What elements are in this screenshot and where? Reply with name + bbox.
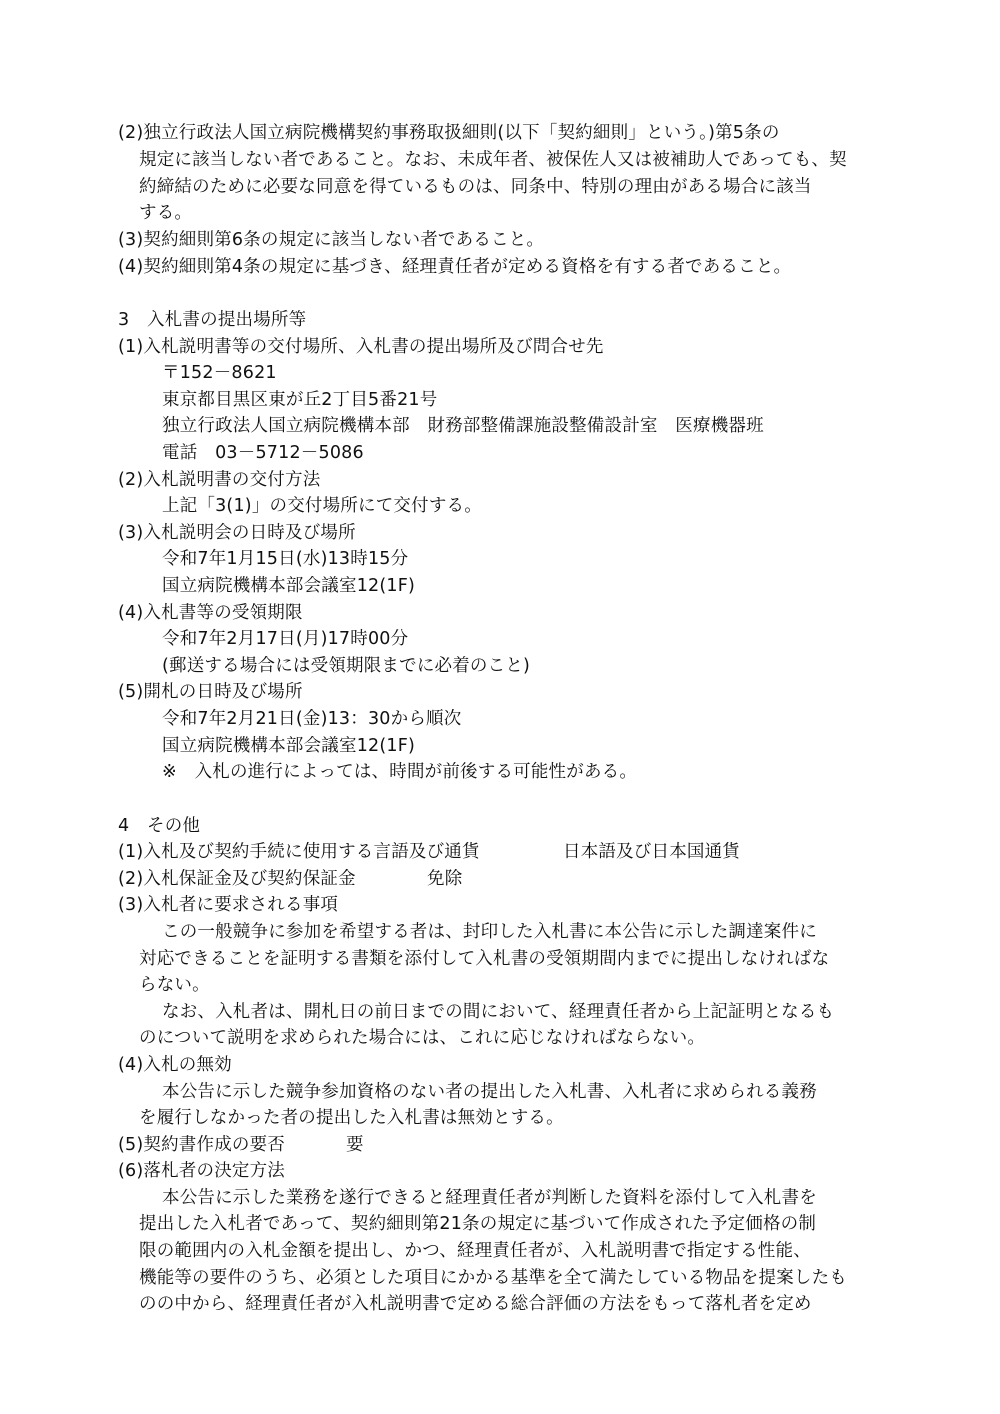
winner-method-line-1: 本公告に示した業務を遂行できると経理責任者が判断した資料を添付して入札書を xyxy=(162,1188,817,1208)
briefing-place: 国立病院機構本部会議室12(1F) xyxy=(162,576,416,596)
section-4-item-2-value: 免除 xyxy=(427,869,463,889)
section-3-item-1: (1)入札説明書等の交付場所、入札書の提出場所及び問合せ先 xyxy=(118,337,604,357)
section-4-item-6: (6)落札者の決定方法 xyxy=(118,1161,285,1181)
item-2-line-4: する。 xyxy=(139,203,193,223)
section-4-item-1: (1)入札及び契約手続に使用する言語及び通貨 xyxy=(118,842,480,862)
invalid-bid-line-2: を履行しなかった者の提出した入札書は無効とする。 xyxy=(139,1108,564,1128)
section-4-item-5-value: 要 xyxy=(346,1135,364,1155)
section-4-item-3: (3)入札者に要求される事項 xyxy=(118,895,339,915)
invalid-bid-line-1: 本公告に示した競争参加資格のない者の提出した入札書、入札者に求められる義務 xyxy=(162,1082,817,1102)
opening-date: 令和7年2月21日(金)13：30から順次 xyxy=(162,709,462,729)
opening-place: 国立病院機構本部会議室12(1F) xyxy=(162,736,416,756)
requirements-para-1-line-1: この一般競争に参加を希望する者は、封印した入札書に本公告に示した調達案件に xyxy=(162,922,817,942)
section-3-item-2-body: 上記「3(1)」の交付場所にて交付する。 xyxy=(162,496,482,516)
winner-method-line-3: 限の範囲内の入札金額を提出し、かつ、経理責任者が、入札説明書で指定する性能、 xyxy=(139,1241,811,1261)
section-4-heading: 4 その他 xyxy=(118,816,201,836)
item-2-line-2: 規定に該当しない者であること。なお、未成年者、被保佐人又は被補助人であっても、契 xyxy=(139,150,847,170)
section-3-item-5: (5)開札の日時及び場所 xyxy=(118,682,303,702)
deadline-date: 令和7年2月17日(月)17時00分 xyxy=(162,629,409,649)
briefing-date: 令和7年1月15日(水)13時15分 xyxy=(162,549,409,569)
requirements-para-1-line-2: 対応できることを証明する書類を添付して入札書の受領期間内までに提出しなければな xyxy=(139,949,830,969)
requirements-para-1-line-3: らない。 xyxy=(139,975,210,995)
phone: 電話 03－5712－5086 xyxy=(162,443,364,463)
address: 東京都目黒区東が丘2丁目5番21号 xyxy=(162,390,438,410)
item-3-line: (3)契約細則第6条の規定に該当しない者であること。 xyxy=(118,230,545,250)
section-4-item-4: (4)入札の無効 xyxy=(118,1055,232,1075)
section-4-item-2: (2)入札保証金及び契約保証金 xyxy=(118,869,356,889)
winner-method-line-4: 機能等の要件のうち、必須とした項目にかかる基準を全て満たしている物品を提案したも xyxy=(139,1268,847,1288)
requirements-para-2-line-1: なお、入札者は、開札日の前日までの間において、経理責任者から上記証明となるも xyxy=(162,1002,835,1022)
winner-method-line-5: のの中から、経理責任者が入札説明書で定める総合評価の方法をもって落札者を定め xyxy=(139,1294,812,1314)
winner-method-line-2: 提出した入札者であって、契約細則第21条の規定に基づいて作成された予定価格の制 xyxy=(139,1214,817,1234)
postal-code: 〒152－8621 xyxy=(162,363,277,383)
item-4-line: (4)契約細則第4条の規定に基づき、経理責任者が定める資格を有する者であること。 xyxy=(118,257,792,277)
requirements-para-2-line-2: のについて説明を求められた場合には、これに応じなければならない。 xyxy=(139,1028,706,1048)
section-4-item-1-value: 日本語及び日本国通貨 xyxy=(563,842,740,862)
section-3-heading: 3 入札書の提出場所等 xyxy=(118,310,307,330)
item-2-line-1: (2)独立行政法人国立病院機構契約事務取扱細則(以下「契約細則」という。)第5条の xyxy=(118,123,780,143)
section-3-item-4: (4)入札書等の受領期限 xyxy=(118,603,303,623)
deadline-note: (郵送する場合には受領期限までに必着のこと) xyxy=(162,656,531,676)
item-2-line-3: 約締結のために必要な同意を得ているものは、同条中、特別の理由がある場合に該当 xyxy=(139,177,812,197)
section-4-item-5: (5)契約書作成の要否 xyxy=(118,1135,285,1155)
opening-note: ※ 入札の進行によっては、時間が前後する可能性がある。 xyxy=(162,762,638,782)
organization: 独立行政法人国立病院機構本部 財務部整備課施設整備設計室 医療機器班 xyxy=(162,416,764,436)
section-3-item-2: (2)入札説明書の交付方法 xyxy=(118,470,321,490)
section-3-item-3: (3)入札説明会の日時及び場所 xyxy=(118,523,356,543)
